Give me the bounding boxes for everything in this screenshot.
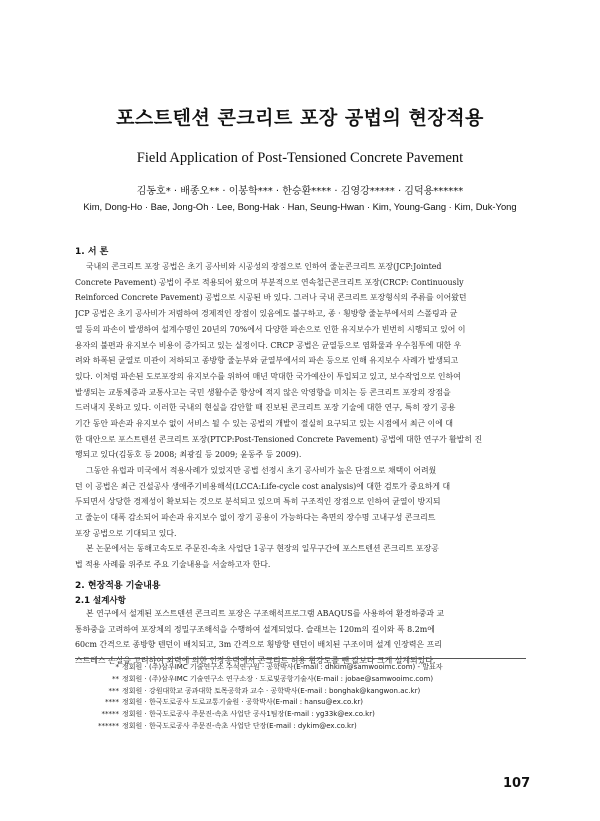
text-line: 60cm 간격으로 종방향 텐던이 배치되고, 3m 간격으로 횡방향 텐던이 배치된 구조이며 설계 인장력은 프리: [75, 640, 442, 650]
text-line: 두되면서 상당한 경제성이 확보되는 것으로 분석되고 있으며 특히 구조적인 장점으로 인하여 균열이 방지되: [75, 497, 441, 507]
text-line: 본 연구에서 설계된 포스트텐션 콘크리트 포장은 구조해석프로그램 ABAQUS를 사용하여 환경하중과 교: [86, 609, 445, 618]
text-line: 행되고 있다(김동호 등 2008; 최광길 등 2009; 윤동주 등 2009).: [75, 450, 302, 460]
section-2-heading: 2. 현장적용 기술내용: [75, 581, 161, 591]
footnote-text: 정회원 · 강원대학교 공과대학 토목공학과 교수 · 공학박사(E-mail : bonghak@kangwon.ac.kr): [122, 686, 421, 695]
footnote-mark: **: [112, 674, 119, 683]
paper-title-english: Field Application of Post-Tensioned Concrete Pavement: [136, 150, 464, 166]
footnote-item: [75, 662, 526, 674]
section-2-1-paragraph: [75, 606, 526, 669]
footnote-mark: *****: [101, 710, 119, 719]
footnote-text: 정회원 · (주)삼우IMC 기술연구소 수석연구원 · 공학박사(E-mail : dhkim@samwooimc.com) - 발표자: [122, 663, 443, 671]
text-line: 드러내지 못하고 있다. 이러한 국내의 현실을 감안할 때 진보된 콘크리트 포장 기술에 대한 연구, 특히 장기 공용: [75, 403, 456, 413]
text-line: 발생되는 교통체증과 교통사고는 국민 생활수준 향상에 적지 않은 악영향을 미치는 등 콘크리트 포장의 장점을: [75, 387, 451, 397]
footnote-item: [75, 697, 526, 709]
footnote-text: 정회원 · 한국도로공사 주문진-속초 사업단 공사1팀장(E-mail : yg33k@ex.co.kr): [122, 710, 375, 719]
text-line: 열 등의 파손이 발생하여 설계수명인 20년의 70%에서 다양한 파손으로 인한 유지보수가 빈번히 시행되고 있어 이: [75, 324, 466, 334]
section-1-paragraph-3: [75, 541, 526, 572]
text-line: 그동안 유럽과 미국에서 적용사례가 있었지만 공법 선정시 초기 공사비가 높은 단점으로 채택이 어려웠: [86, 466, 437, 475]
text-line: 한 대안으로 포스트텐션 콘크리트 포장(PTCP:Post-Tensioned Concrete Pavement) 공법에 대한 연구가 활발히 진: [75, 434, 483, 444]
text-line: 기간 동안 파손과 유지보수 없이 서비스 될 수 있는 공법의 개발이 절실히 요구되고 있는 시점에서 최근 이에 대: [75, 419, 454, 429]
footnote-text: 정회원 · 한국도로공사 도로교통기술원 · 공학박사(E-mail : hansu@ex.co.kr): [122, 698, 363, 707]
footnote-mark: ****: [105, 698, 119, 707]
footnote-mark: *: [115, 663, 119, 671]
section-1-paragraph-2: [75, 463, 526, 542]
authors-korean: 김동호* · 배종오** · 이봉학*** · 한승환**** · 김영강***** · 김덕용******: [136, 186, 464, 197]
text-line: Concrete Pavement) 공법이 주로 적용되어 왔으며 부분적으로 연속철근콘크리트 포장(CRCP: Continuously: [75, 277, 464, 287]
footnote-item: [75, 674, 526, 686]
text-line: 던 이 공법은 최근 건설공사 생애주기비용해석(LCCA:Life-cycle cost analysis)에 대한 검토가 중요하게 대: [75, 481, 451, 491]
text-line: Reinforced Concrete Pavement) 공법으로 시공된 바 있다. 그러나 국내 콘크리트 포장형식의 주류를 이어왔던: [75, 293, 467, 303]
author-footnotes: [75, 662, 526, 733]
text-line: 용자의 불편과 유지보수 비용이 증가되고 있는 실정이다. CRCP 공법은 균열등으로 염화물과 우수침투에 대한 우: [75, 340, 462, 350]
text-line: 본 논문에서는 동해고속도로 주문진-속초 사업단 1공구 현장의 일무구간에 포스트텐션 콘크리트 포장공: [86, 544, 439, 553]
footnote-item: [75, 686, 526, 698]
text-line: JCP 공법은 초기 공사비가 저렴하여 경제적인 장점이 있음에도 불구하고, 종 · 횡방향 줄눈부에서의 스폴링과 균: [75, 309, 458, 319]
text-line: 포장 공법으로 기대되고 있다.: [75, 528, 177, 538]
section-2-1-heading: 2.1 설계사항: [75, 596, 126, 606]
text-line: 고 줄눈이 대폭 감소되어 파손과 유지보수 없이 장기 공용이 가능하다는 측면의 장수명 고내구성 콘크리트: [75, 513, 436, 523]
footnote-mark: ******: [98, 721, 119, 730]
text-line: 통하중을 고려하여 포장체의 정밀구조해석을 수행하여 설계되었다. 슬래브는 120m의 길이와 폭 8.2m에: [75, 624, 435, 634]
footnote-text: 정회원 · (주)삼우IMC 기술연구소 연구소장 · 도로및공항기술사(E-mail : jobae@samwooimc.com): [122, 674, 434, 683]
text-line: 있다. 이처럼 파손된 도로포장의 유지보수를 위하여 매년 막대한 국가예산이 투입되고 있고, 보수작업으로 인하여: [75, 371, 461, 381]
paper-title-korean: 포스트텐션 콘크리트 포장 공법의 현장적용: [116, 107, 484, 129]
section-1-heading: 1. 서 론: [75, 247, 109, 257]
text-line: 스트레스 손실을 고려하여 외력에 의한 인장응력에서 콘크리트 허용 휨강도를 뺀 값보다 크게 설계되었다.: [75, 656, 436, 666]
footnote-item: [75, 721, 526, 733]
page-number: 107: [503, 776, 531, 791]
text-line: 국내의 콘크리트 포장 공법은 초기 공사비와 시공성의 장점으로 인하여 줄눈콘크리트 포장(JCP:Jointed: [86, 262, 442, 271]
footnote-divider: [75, 658, 526, 659]
section-1-paragraph-1: [75, 259, 526, 463]
footnote-mark: ***: [108, 686, 119, 695]
text-line: 법 적용 사례를 위주로 주요 기술내용을 서술하고자 한다.: [75, 559, 271, 569]
text-line: 려와 하폭된 균열로 미관이 저하되고 종방향 줄눈부와 균열부에서의 파손 등으로 인해 유지보수 사례가 발생되고: [75, 356, 459, 366]
footnote-item: [75, 709, 526, 721]
authors-english: Kim, Dong-Ho · Bae, Jong-Oh · Lee, Bong-Hak · Han, Seung-Hwan · Kim, Young-Gang · Kim, Duk-Yong: [83, 201, 517, 212]
footnote-text: 정회원 · 한국도로공사 주문진-속초 사업단 단장(E-mail : dykim@ex.co.kr): [122, 721, 357, 730]
